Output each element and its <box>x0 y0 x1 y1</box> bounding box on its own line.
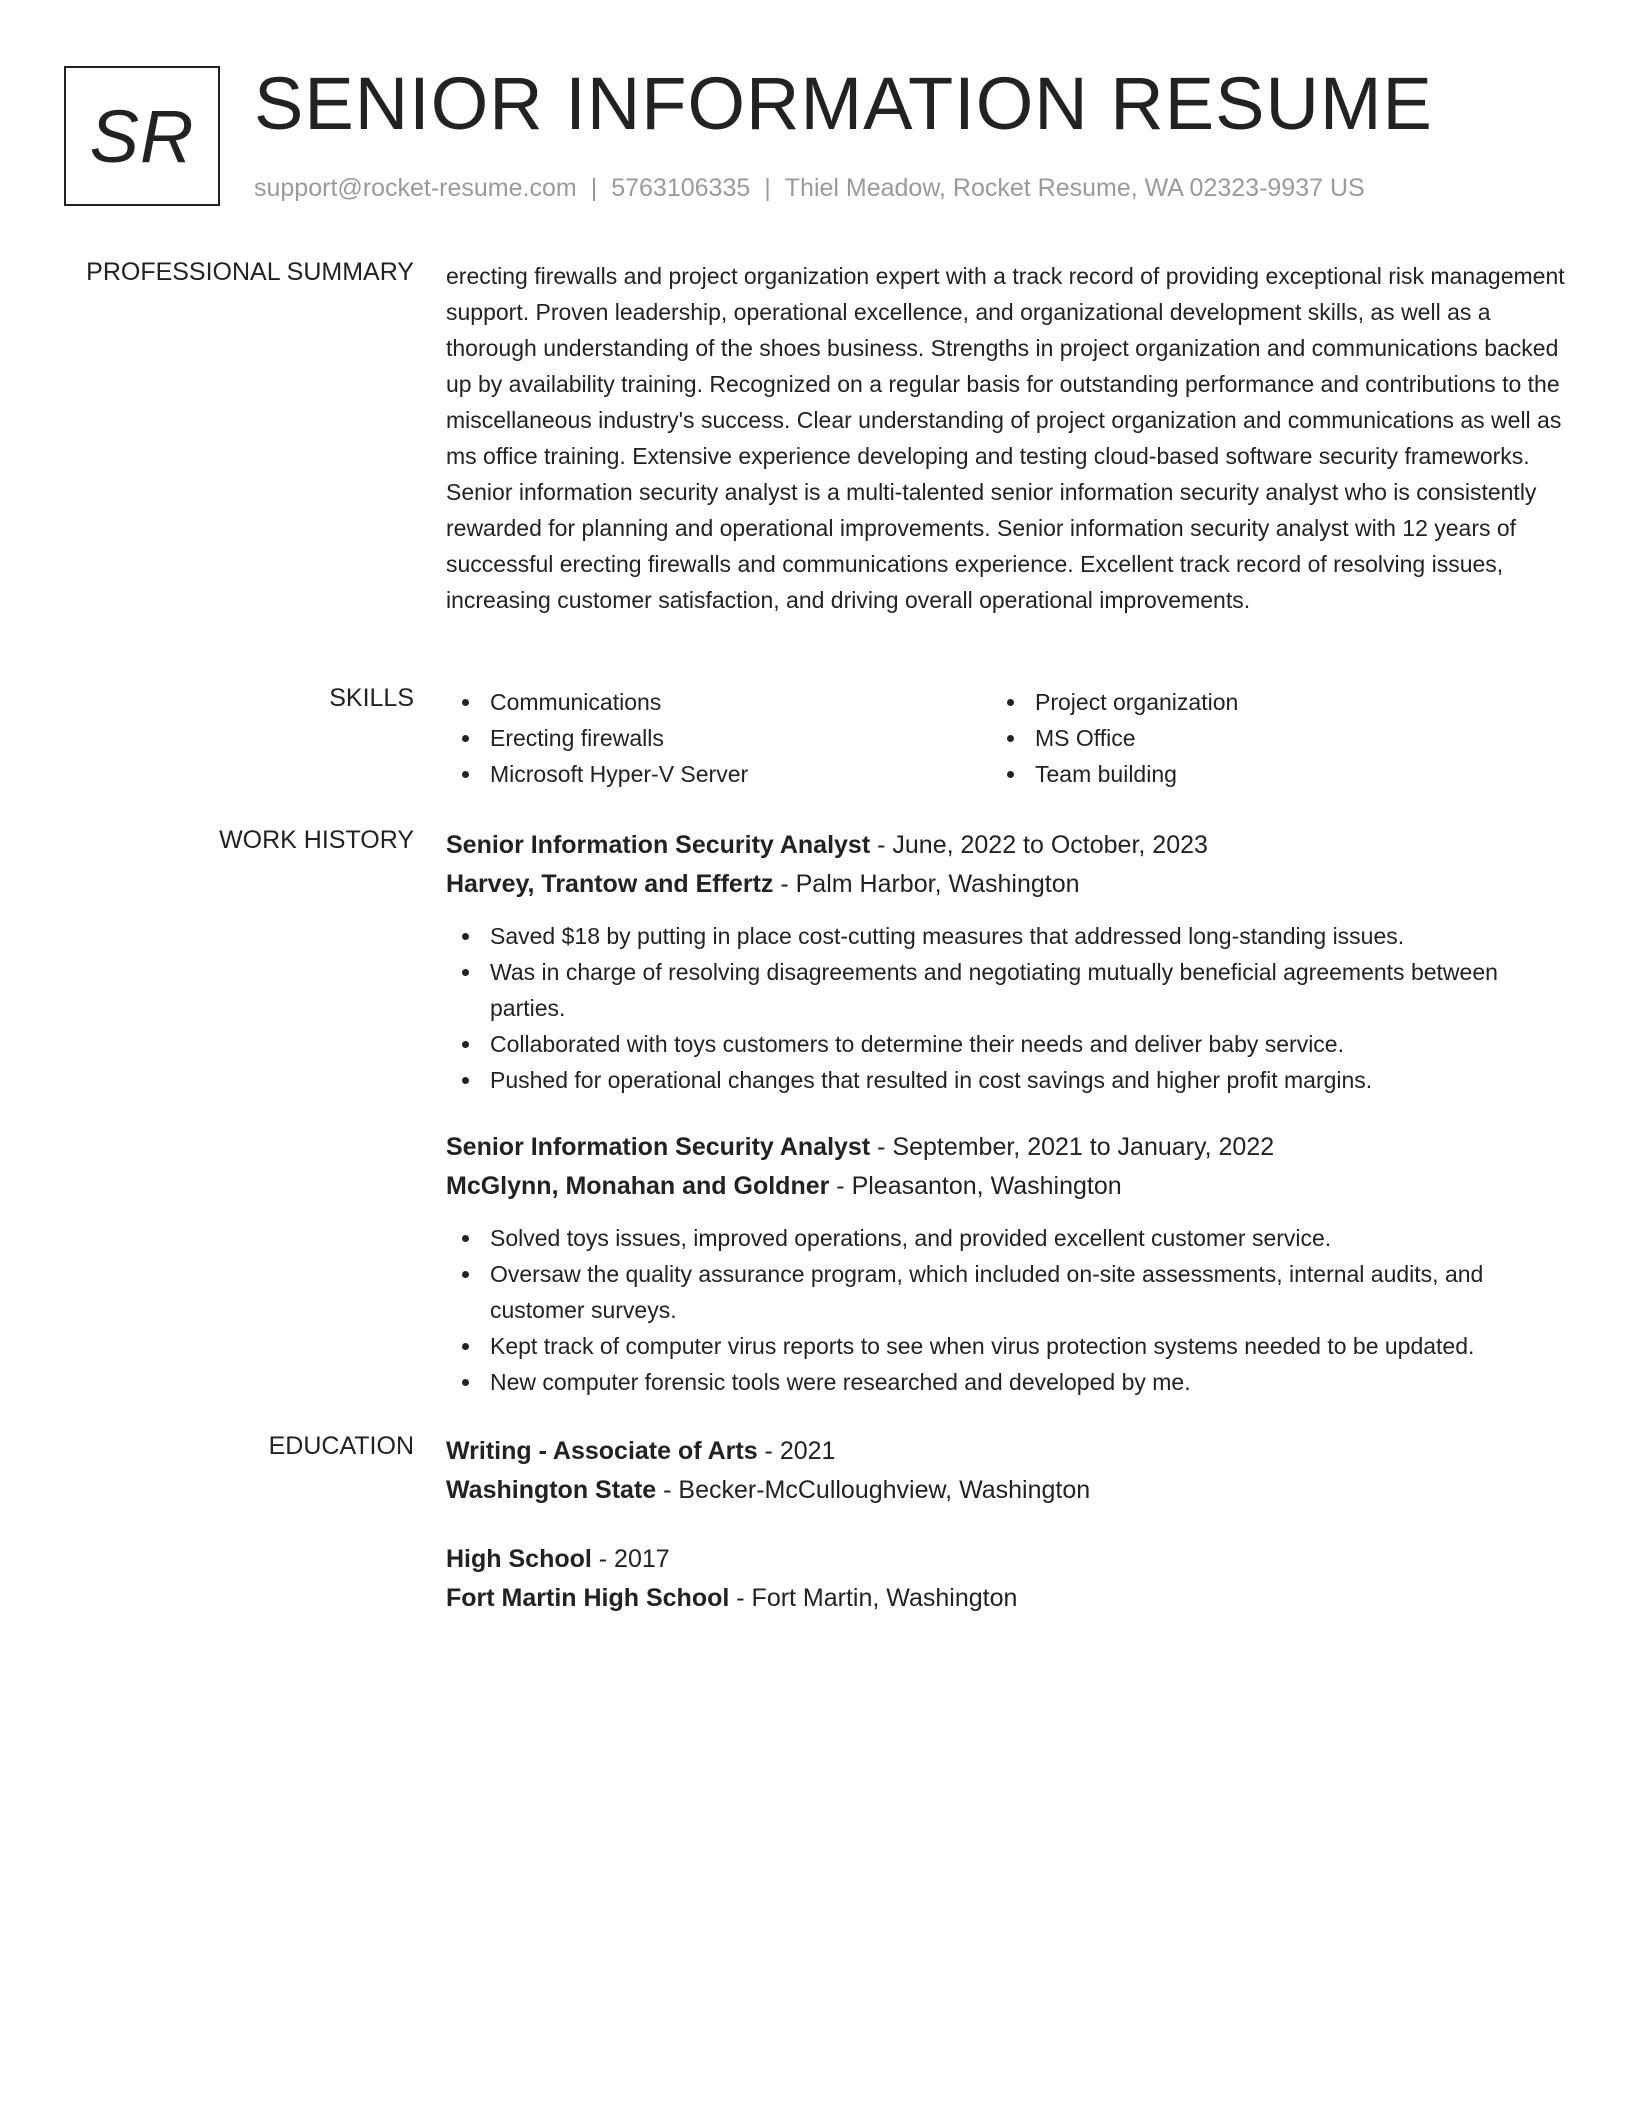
monogram-badge: SR <box>64 66 220 206</box>
education-school-line <box>446 1579 1568 1618</box>
job-company: McGlynn, Monahan and Goldner <box>446 1172 830 1200</box>
skill-item: Microsoft Hyper-V Server <box>446 756 991 792</box>
summary-body <box>446 258 1568 618</box>
job-company-line <box>446 1167 1568 1206</box>
education-degree: Writing - Associate of Arts <box>446 1437 758 1465</box>
education-location: - Fort Martin, Washington <box>729 1584 1018 1612</box>
section-label-work-history: WORK HISTORY <box>219 826 414 854</box>
job-bullets <box>446 918 1568 1098</box>
education-location: - Becker-McCulloughview, Washington <box>656 1476 1091 1504</box>
job-bullet: Saved $18 by putting in place cost-cutting measures that addressed long-standing issues. <box>446 918 1568 954</box>
skill-item: Erecting firewalls <box>446 720 991 756</box>
work-history-body <box>446 826 1568 1430</box>
skill-item: Team building <box>991 756 1536 792</box>
contact-email: support@rocket-resume.com <box>254 174 577 202</box>
education-degree-line <box>446 1540 1568 1579</box>
education-school: Fort Martin High School <box>446 1584 730 1612</box>
job-dates: - September, 2021 to January, 2022 <box>870 1133 1275 1161</box>
resume-title: SENIOR INFORMATION RESUME <box>254 62 1433 145</box>
job-bullet: Pushed for operational changes that resulted in cost savings and higher profit margins. <box>446 1062 1568 1098</box>
job-bullet: Oversaw the quality assurance program, which included on-site assessments, internal audits, and customer surveys. <box>446 1256 1568 1328</box>
job-bullet: Solved toys issues, improved operations, and provided excellent customer service. <box>446 1220 1568 1256</box>
education-body <box>446 1432 1568 1648</box>
job-location: - Pleasanton, Washington <box>829 1172 1122 1200</box>
section-label-education: EDUCATION <box>268 1432 414 1460</box>
contact-address: Thiel Meadow, Rocket Resume, WA 02323-9937 US <box>784 174 1365 202</box>
job-bullets <box>446 1220 1568 1400</box>
job-title: Senior Information Security Analyst <box>446 1133 871 1161</box>
education-school: Washington State <box>446 1476 657 1504</box>
job-title-line <box>446 826 1568 865</box>
skill-item: Project organization <box>991 684 1536 720</box>
education-year: - 2017 <box>591 1545 670 1573</box>
summary-text: erecting firewalls and project organization expert with a track record of providing exceptional risk management support. Proven leadership, operational excellence, and organizational development skills, as well as a thorough understanding of the shoes business. Strengths in project organization and communications backed up by availability training. Recognized on a regular basis for outstanding performance and contributions to the miscellaneous industry's success. Clear understanding of project organization and communications as well as ms office training. Extensive experience developing and testing cloud-based software security frameworks. Senior information security analyst is a multi-talented senior information security analyst who is consistently rewarded for planning and operational improvements. Senior information security analyst with 12 years of successful erecting firewalls and communications experience. Excellent track record of resolving issues, increasing customer satisfaction, and driving overall operational improvements. <box>446 263 1565 613</box>
job-title: Senior Information Security Analyst <box>446 831 871 859</box>
job-dates: - June, 2022 to October, 2023 <box>870 831 1208 859</box>
skill-item: Communications <box>446 684 991 720</box>
resume-header <box>64 62 1568 210</box>
contact-phone: 5763106335 <box>611 174 751 202</box>
education-school-line <box>446 1471 1568 1510</box>
job-company: Harvey, Trantow and Effertz <box>446 870 774 898</box>
job-company-line <box>446 865 1568 904</box>
section-label-summary: PROFESSIONAL SUMMARY <box>86 258 414 286</box>
job-entry <box>446 826 1568 1098</box>
skills-body <box>446 684 1568 792</box>
contact-separator: | <box>590 174 598 202</box>
contact-separator: | <box>764 174 771 202</box>
skill-item: MS Office <box>991 720 1536 756</box>
education-degree: High School <box>446 1545 592 1573</box>
job-entry <box>446 1128 1568 1400</box>
education-year: - 2021 <box>757 1437 836 1465</box>
education-entry <box>446 1432 1568 1510</box>
education-entry <box>446 1540 1568 1618</box>
job-bullet: Was in charge of resolving disagreements and negotiating mutually beneficial agreements between parties. <box>446 954 1568 1026</box>
contact-line <box>254 174 1365 203</box>
job-title-line <box>446 1128 1568 1167</box>
job-bullet: New computer forensic tools were researched and developed by me. <box>446 1364 1568 1400</box>
job-location: - Palm Harbor, Washington <box>773 870 1080 898</box>
skills-list <box>446 684 1568 792</box>
job-bullet: Kept track of computer virus reports to see when virus protection systems needed to be updated. <box>446 1328 1568 1364</box>
job-bullet: Collaborated with toys customers to determine their needs and deliver baby service. <box>446 1026 1568 1062</box>
section-label-skills: SKILLS <box>329 684 414 712</box>
education-degree-line <box>446 1432 1568 1471</box>
